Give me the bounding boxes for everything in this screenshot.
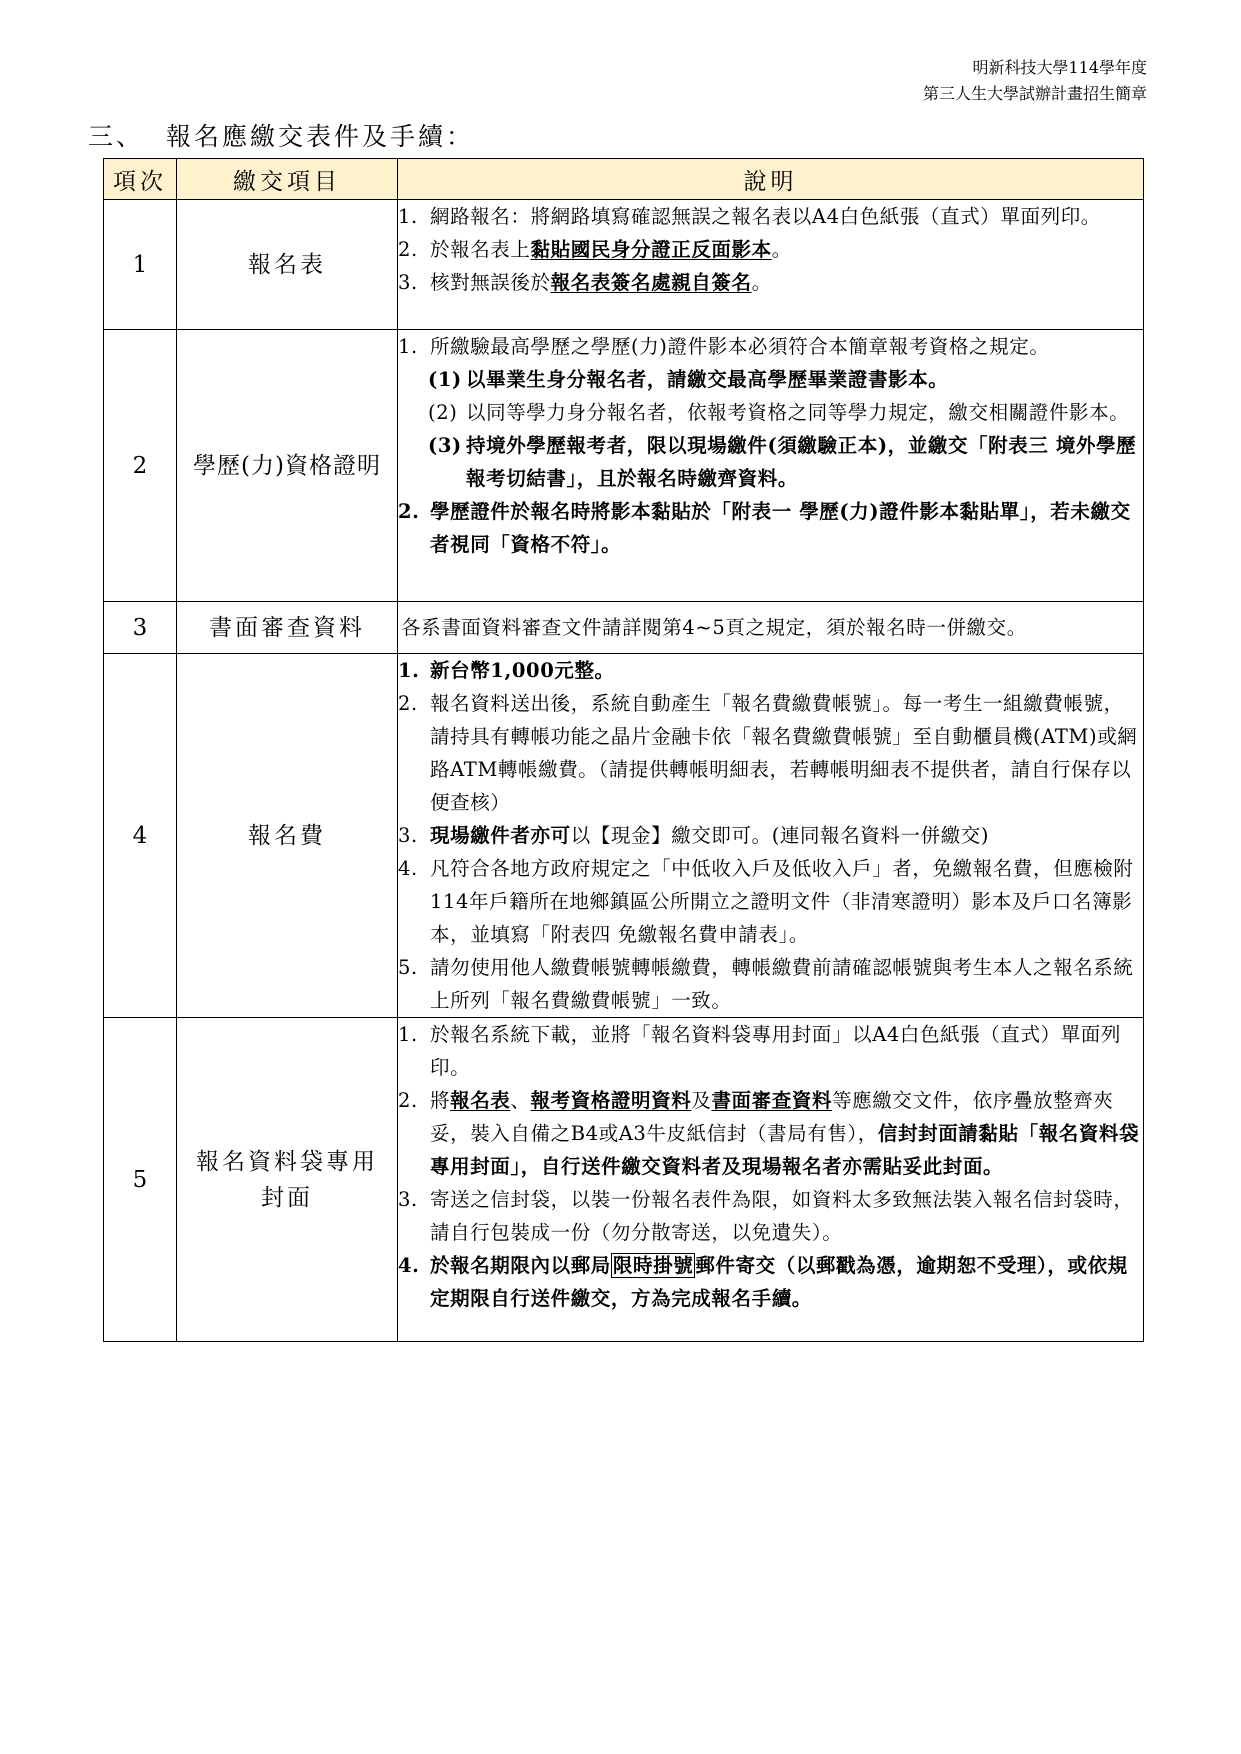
table-header-row [104,159,1144,200]
header-item: 繳交項目 [177,159,398,200]
list-item: 1. 網路報名：將網路填寫確認無誤之報名表以A4白色紙張（直式）單面列印。 [398,205,1101,228]
row-description [398,200,1144,330]
emphasis: 報名表 [450,1089,511,1112]
list-item: 1. 新台幣1,000元整。 [398,659,615,682]
section-number: 三、 [88,122,145,151]
row-description [398,602,1144,654]
emphasis: 現場繳件者亦可 [430,824,571,847]
table-row [104,1018,1144,1342]
header-desc: 說明 [398,159,1144,200]
emphasis: 報名表簽名處親自簽名 [550,271,752,294]
row-item [177,1018,398,1342]
list-item: 1. 所繳驗最高學歷之學歷(力)證件影本必須符合本簡章報考資格之規定。 [398,335,1050,358]
row-number: 2 [104,330,177,602]
list-item: 3. 寄送之信封袋，以裝一份報名表件為限，如資料太多致無法裝入報名信封袋時，請自行包裝成一份（勿分散寄送，以免遺失）。 [398,1188,1134,1244]
row-description-text: 各系書面資料審查文件請詳閱第4~5頁之規定，須於報名時一併繳交。 [401,616,1027,639]
row-description [398,330,1144,602]
list-subitem: (3) 持境外學歷報考者，限以現場繳件(須繳驗正本)，並繳交「附表三 境外學歷報考切結書」，且於報名時繳齊資料。 [428,434,1137,490]
list-item: 3. 核對無誤後於報名表簽名處親自簽名。 [398,271,772,294]
row-number: 1 [104,200,177,330]
table-row [104,200,1144,330]
list-subitem: (1) 以畢業生身分報名者，請繳交最高學歷畢業證書影本。 [428,368,949,391]
header-program-name: 第三人生大學試辦計畫招生簡章 [922,84,1147,103]
list-item: 2. 報名資料送出後，系統自動產生「報名費繳費帳號」。每一考生一組繳費帳號，請持具有轉帳功能之晶片金融卡依「報名費繳費帳號」至自動櫃員機(ATM)或網路ATM轉帳繳費。（請提供轉帳明細表，若轉帳明細表不提供者，請自行保存以便查核） [398,692,1138,814]
boxed-emphasis: 限時掛號 [612,1254,694,1277]
header-school-year: 明新科技大學114學年度 [972,58,1147,77]
row-number: 4 [104,654,177,1018]
row-description [398,654,1144,1018]
emphasis: 信封封面請黏貼「報名資料袋專用封面」，自行送件繳交資料者及現場報名者亦需貼妥此封面。 [430,1122,1140,1178]
requirements-table [103,158,1144,1342]
list-item: 2. 學歷證件於報名時將影本黏貼於「附表一 學歷(力)證件影本黏貼單」，若未繳交者視同「資格不符」。 [398,500,1131,556]
emphasis: 書面審查資料 [711,1089,833,1112]
section-title: 報名應繳交表件及手續： [166,122,475,151]
table-row [104,330,1144,602]
header-no: 項次 [104,159,177,200]
list-item: 3. 現場繳件者亦可以【現金】繳交即可。(連同報名資料一併繳交) [398,824,990,847]
row-item: 學歷(力)資格證明 [177,330,398,602]
list-item: 2. 於報名表上黏貼國民身分證正反面影本。 [398,238,792,261]
emphasis: 報考資格證明資料 [530,1089,692,1112]
row-item-line: 報名資料袋專用 [196,1148,378,1175]
list-item: 1. 於報名系統下載，並將「報名資料袋專用封面」以A4白色紙張（直式）單面列印。 [398,1023,1121,1079]
row-number: 3 [104,602,177,654]
row-description [398,1018,1144,1342]
row-item: 報名費 [177,654,398,1018]
list-item: 4. 凡符合各地方政府規定之「中低收入戶及低收入戶」者，免繳報名費，但應檢附114年戶籍所在地鄉鎮區公所開立之證明文件（非清寒證明）影本及戶口名簿影本，並填寫「附表四 免繳報名費申請表」。 [398,857,1134,946]
row-number: 5 [104,1018,177,1342]
row-item: 報名表 [177,200,398,330]
section-heading [88,120,474,154]
list-item: 5. 請勿使用他人繳費帳號轉帳繳費，轉帳繳費前請確認帳號與考生本人之報名系統上所列「報名費繳費帳號」一致。 [398,956,1134,1012]
table-row [104,654,1144,1018]
row-item: 書面審查資料 [177,602,398,654]
list-item: 2. 將報名表、報考資格證明資料及書面審查資料等應繳交文件，依序疊放整齊夾妥，裝入自備之B4或A3牛皮紙信封（書局有售），信封封面請黏貼「報名資料袋專用封面」，自行送件繳交資料者及現場報名者亦需貼妥此封面。 [398,1089,1140,1178]
row-item-line: 封面 [261,1184,313,1211]
list-subitem: (2) 以同等學力身分報名者，依報考資格之同等學力規定，繳交相關證件影本。 [428,401,1130,424]
emphasis: 黏貼國民身分證正反面影本 [530,238,772,261]
table-row [104,602,1144,654]
list-item: 4. 於報名期限內以郵局 限時掛號 郵件寄交（以郵戳為憑，逾期恕不受理），或依規定期限自行送件繳交，方為完成報名手續。 [398,1254,1128,1310]
